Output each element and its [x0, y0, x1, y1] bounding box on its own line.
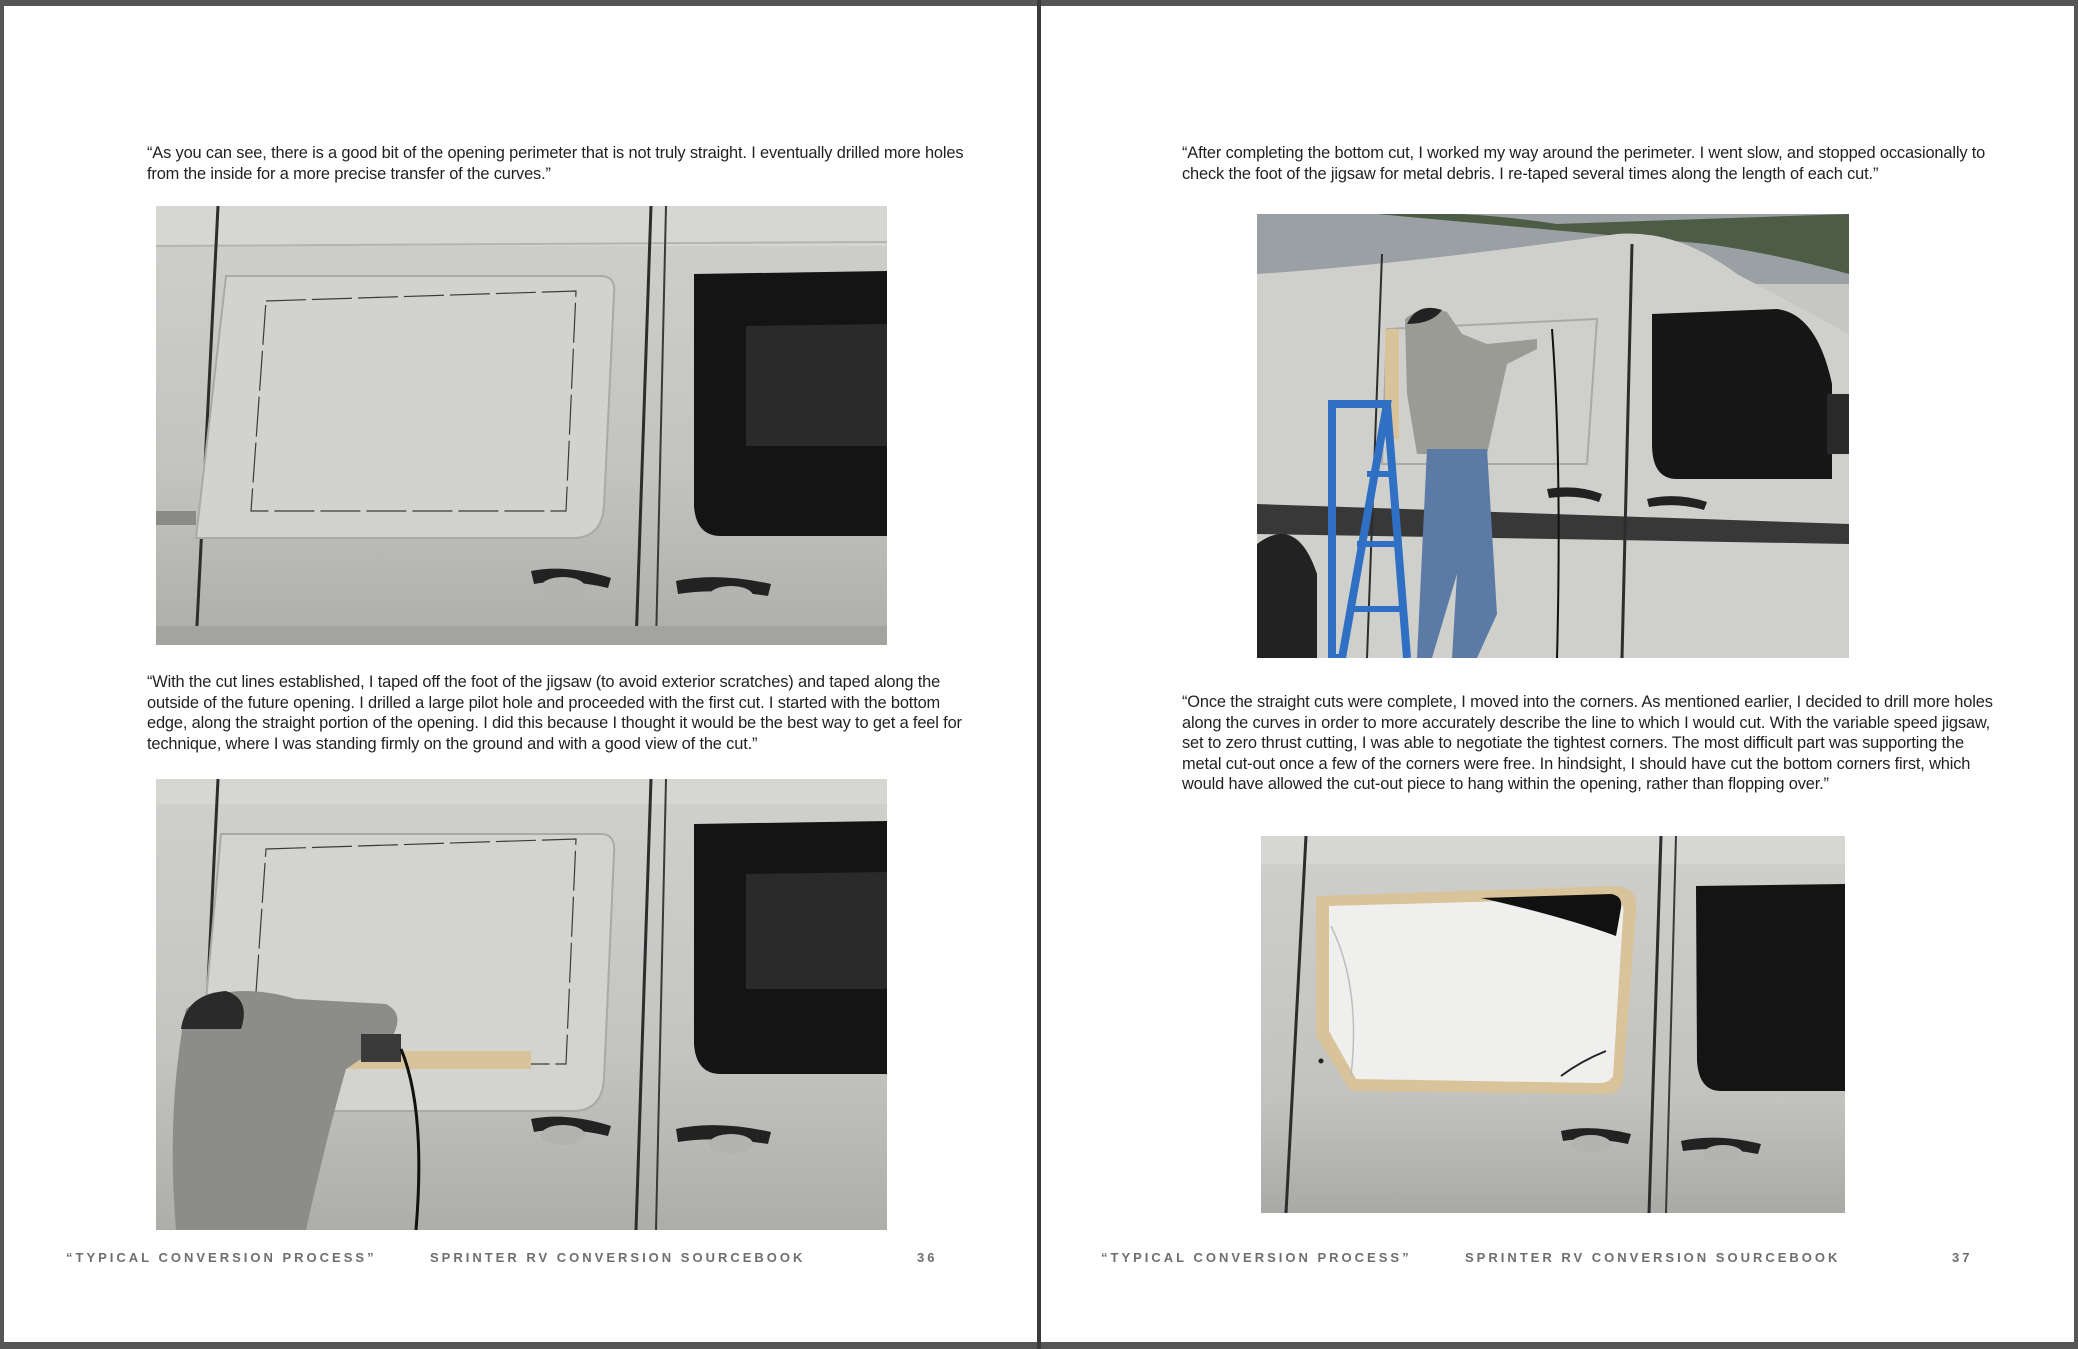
left-footer-book-title: SPRINTER RV CONVERSION SOURCEBOOK [430, 1250, 806, 1265]
right-footer-book-title: SPRINTER RV CONVERSION SOURCEBOOK [1465, 1250, 1841, 1265]
right-caption-1: “After completing the bottom cut, I worked my way around the perimeter. I went slow, and stopped occasionally to check the foot of the jigsaw for metal debris. I re-taped several times along the length of each cut.” [1182, 144, 1986, 183]
photo-ladder-perimeter-cut [1257, 214, 1849, 658]
photo-van-marked-outline [156, 206, 887, 645]
left-caption-1: “As you can see, there is a good bit of the opening perimeter that is not truly straight. I eventually drilled more holes from the inside for a more precise transfer of the curves.” [147, 144, 964, 183]
left-caption-2: “With the cut lines established, I taped off the foot of the jigsaw (to avoid exterior scratches) and taped along the outside of the future opening. I drilled a large pilot hole and proceeded with the first cut. I started with the bottom edge, along the straight portion of the opening. I did this because I thought it would be the best way to get a feel for technique, where I was standing firmly on the ground and with a good view of the cut.” [147, 673, 962, 753]
left-footer-section: “TYPICAL CONVERSION PROCESS” [66, 1250, 377, 1265]
right-footer-section: “TYPICAL CONVERSION PROCESS” [1101, 1250, 1412, 1265]
left-footer-page-number: 36 [917, 1250, 938, 1265]
photo-cutting-bottom-edge [156, 779, 887, 1230]
right-caption-2: “Once the straight cuts were complete, I moved into the corners. As mentioned earlier, I decided to drill more holes along the curves in order to more accurately describe the line to which I would cut. With the variable speed jigsaw, set to zero thrust cutting, I was able to negotiate the tightest corners. The most difficult part was supporting the metal cut-out once a few of the corners were free. In hindsight, I should have cut the bottom corners first, which would have allowed the cut-out piece to hang within the opening, rather than flopping over.” [1182, 693, 1993, 793]
right-page [1041, 6, 2074, 1342]
left-page [4, 6, 1037, 1342]
right-footer-page-number: 37 [1952, 1250, 1973, 1265]
photo-cut-window-opening [1261, 836, 1845, 1213]
